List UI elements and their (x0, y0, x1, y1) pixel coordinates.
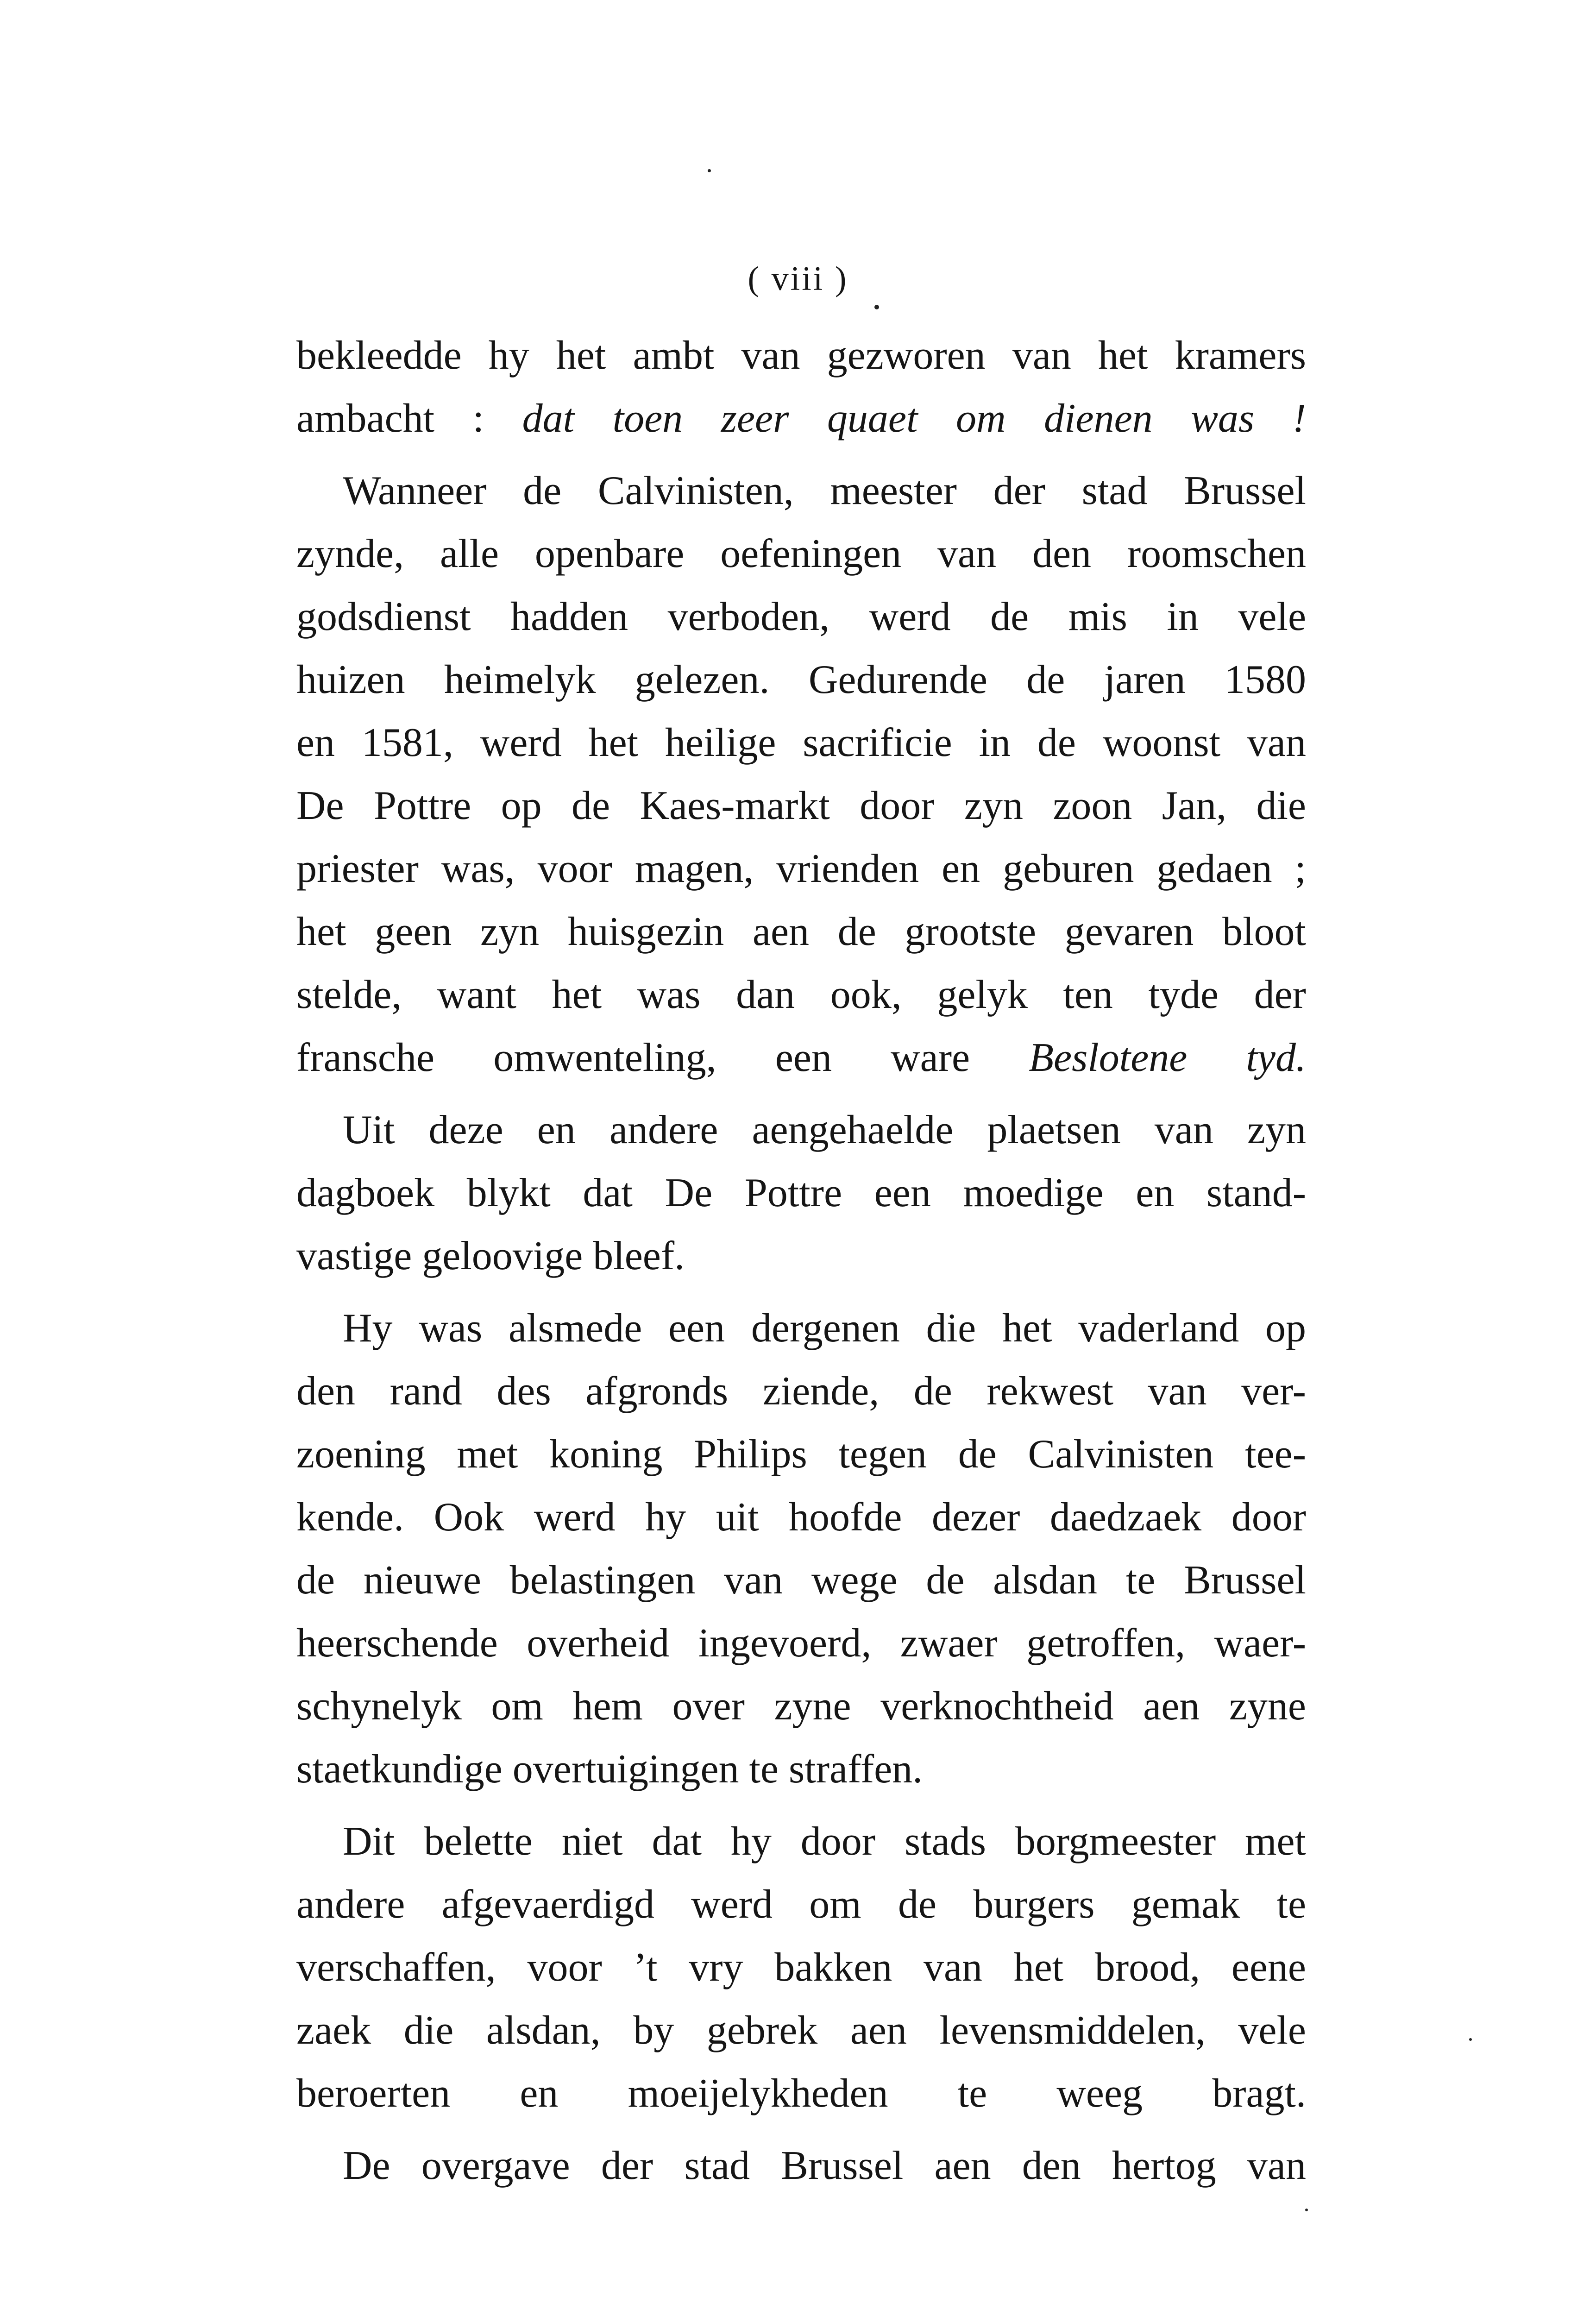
text-segment: kende. Ook werd hy uit hoofde dezer daedzaek door (296, 1495, 1306, 1540)
text-line (296, 522, 1306, 585)
text-line (296, 1026, 1306, 1089)
text-line (296, 1675, 1306, 1738)
ink-speck (708, 169, 711, 172)
text-line (296, 1549, 1306, 1612)
text-segment: staetkundige overtuigingen te straffen. (296, 1747, 923, 1792)
text-segment: priester was, voor magen, vrienden en geburen gedaen ; (296, 846, 1306, 891)
text-line (296, 1297, 1306, 1360)
text-segment: stelde, want het was dan ook, gelyk ten tyde der (296, 972, 1306, 1017)
text-segment: zynde, alle openbare oefeningen van den roomschen (296, 531, 1306, 576)
text-segment: en 1581, werd het heilige sacrificie in de woonst van (296, 720, 1306, 765)
text-segment: godsdienst hadden verboden, werd de mis in vele (296, 594, 1306, 639)
page-number: ( viii ) (748, 260, 848, 298)
text-line (296, 1873, 1306, 1936)
text-segment: verschaffen, voor ’t vry bakken van het brood, eene (296, 1945, 1306, 1990)
text-segment: zaek die alsdan, by gebrek aen levensmiddelen, vele (296, 2008, 1306, 2053)
text-segment: ambacht : (296, 396, 522, 441)
text-segment: huizen heimelyk gelezen. Gedurende de jaren 1580 (296, 657, 1306, 702)
italic-text: Beslotene tyd. (1029, 1035, 1306, 1080)
body-text (296, 324, 1306, 2197)
text-segment: andere afgevaerdigd werd om de burgers gemak te (296, 1882, 1306, 1927)
text-line (296, 387, 1306, 450)
text-segment: heerschende overheid ingevoerd, zwaer getroffen, waer- (296, 1621, 1306, 1666)
text-line (296, 1162, 1306, 1225)
text-segment: de nieuwe belastingen van wege de alsdan te Brussel (296, 1558, 1306, 1603)
text-segment: dagboek blykt dat De Pottre een moedige en stand- (296, 1171, 1306, 1215)
text-segment: het geen zyn huisgezin aen de grootste gevaren bloot (296, 909, 1306, 954)
text-line (296, 648, 1306, 711)
text-segment: beroerten en moeijelykheden te weeg bragt. (296, 2071, 1306, 2116)
ink-speck (874, 305, 879, 309)
text-segment: schynelyk om hem over zyne verknochtheid aen zyne (296, 1684, 1306, 1729)
italic-text: dat toen zeer quaet om dienen was ! (522, 396, 1307, 441)
text-line (296, 1423, 1306, 1486)
text-line (296, 963, 1306, 1026)
text-segment: Uit deze en andere aengehaelde plaetsen van zyn (343, 1108, 1306, 1152)
text-line (296, 324, 1306, 387)
text-line (296, 1936, 1306, 1999)
text-line (296, 1486, 1306, 1549)
text-segment: De overgave der stad Brussel aen den hertog van (343, 2143, 1306, 2188)
text-line (296, 774, 1306, 837)
text-segment: Wanneer de Calvinisten, meester der stad Brussel (343, 468, 1306, 513)
text-segment: De Pottre op de Kaes-markt door zyn zoon Jan, die (296, 783, 1306, 828)
text-line (296, 1225, 1306, 1288)
text-segment: den rand des afgronds ziende, de rekwest van ver- (296, 1369, 1306, 1414)
text-line (296, 711, 1306, 774)
text-segment: bekleedde hy het ambt van gezworen van het kramers (296, 333, 1306, 378)
text-line (296, 1999, 1306, 2062)
text-line (296, 1099, 1306, 1162)
text-segment: vastige geloovige bleef. (296, 1234, 685, 1278)
text-line (296, 1810, 1306, 1873)
text-line (296, 837, 1306, 900)
ink-speck (1305, 2209, 1308, 2211)
text-line (296, 2134, 1306, 2197)
text-segment: zoening met koning Philips tegen de Calvinisten tee- (296, 1432, 1306, 1477)
text-line (296, 1612, 1306, 1675)
text-line (296, 2062, 1306, 2125)
text-segment: fransche omwenteling, een ware (296, 1035, 1029, 1080)
text-line (296, 1360, 1306, 1423)
text-segment: Dit belette niet dat hy door stads borgmeester met (343, 1819, 1306, 1864)
ink-speck (1469, 2038, 1472, 2041)
text-line (296, 459, 1306, 522)
text-segment: Hy was alsmede een dergenen die het vaderland op (343, 1306, 1306, 1351)
text-line (296, 900, 1306, 963)
text-line (296, 585, 1306, 648)
text-line (296, 1738, 1306, 1801)
